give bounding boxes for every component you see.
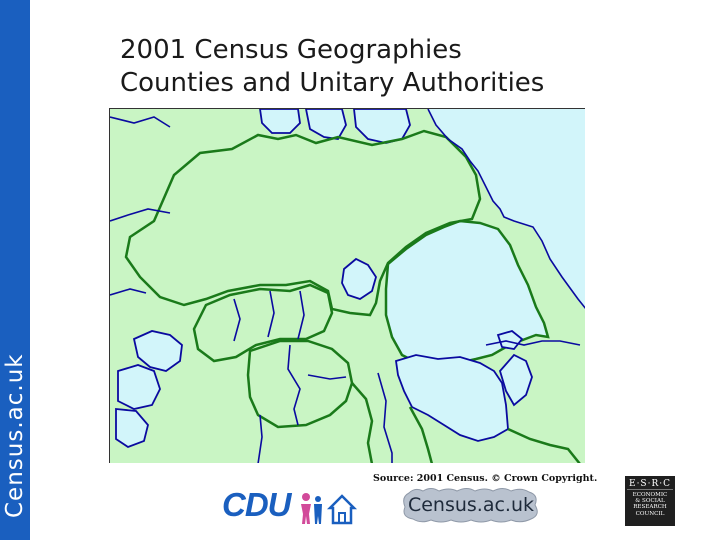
- census-logo: [401, 487, 541, 523]
- sidebar-site-label: Census.ac.uk: [2, 353, 28, 518]
- title-line-2: Counties and Unitary Authorities: [120, 68, 545, 98]
- esrc-line-1: ECONOMIC: [632, 492, 668, 498]
- sidebar-strip: [0, 0, 30, 540]
- esrc-line-2: & SOCIAL: [635, 498, 665, 505]
- title-line-1: 2001 Census Geographies: [120, 35, 462, 65]
- page-title: [120, 34, 544, 100]
- district-west-2: [118, 365, 160, 409]
- esrc-line-4: COUNCIL: [635, 510, 665, 517]
- esrc-logo-acronym: E·S·R·C: [627, 479, 673, 490]
- census-logo-text: Census.ac.uk: [407, 494, 535, 516]
- family-house-icon: [298, 490, 358, 526]
- cdu-logo-text: CDU: [222, 486, 291, 523]
- esrc-logo-name: [627, 492, 673, 517]
- boundary-map: [109, 108, 585, 463]
- cdu-logo: [222, 486, 352, 526]
- source-note: Source: 2001 Census. © Crown Copyright.: [373, 473, 598, 484]
- esrc-line-3: RESEARCH: [633, 504, 667, 511]
- esrc-logo: [625, 476, 675, 526]
- map-svg: [110, 109, 585, 463]
